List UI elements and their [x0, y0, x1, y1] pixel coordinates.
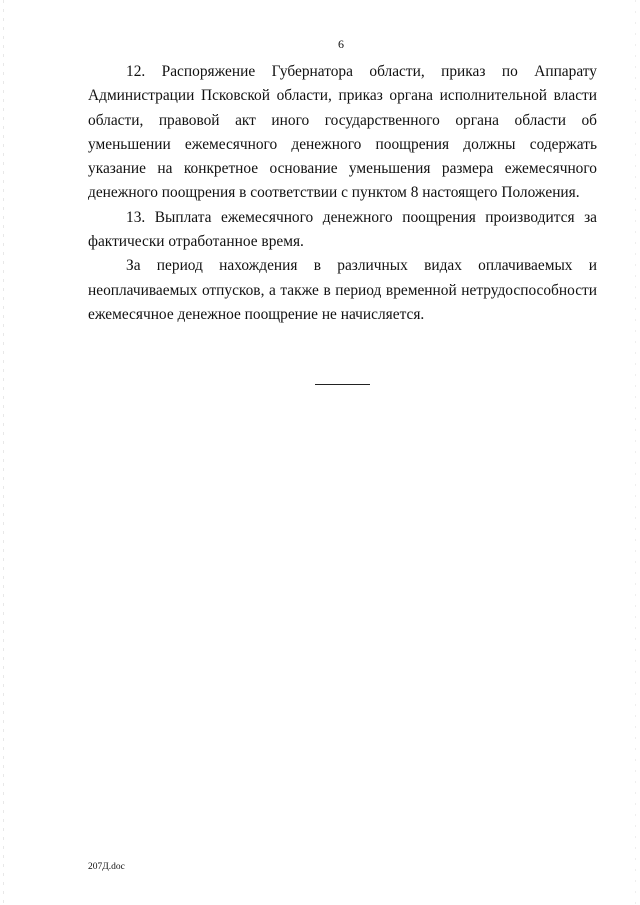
paragraph-12: 12. Распоряжение Губернатора области, приказ по Аппарату Администрации Псковской области, приказ органа исполнительной власти области, правовой акт иного государственного органа области об уменьшении ежемесячного денежного поощрения должны содержать указание на конкретное основание уменьшения размера ежемесячного денежного поощрения в соответствии с пунктом 8 настоящего Положения.	[88, 63, 597, 202]
document-body	[88, 60, 597, 327]
paragraph-13: 13. Выплата ежемесячного денежного поощрения производится за фактически отработанное время.	[88, 208, 597, 251]
footer-filename: 207Д.doc	[88, 862, 125, 872]
page-number: 6	[338, 37, 344, 51]
paragraph-leave: За период нахождения в различных видах оплачиваемых и неоплачиваемых отпусков, а также в период временной нетрудоспособности ежемесячное денежное поощрение не начисляется.	[88, 257, 597, 323]
closing-divider	[315, 384, 370, 385]
scan-edge-right	[635, 0, 636, 905]
scan-edge-left	[3, 0, 4, 905]
